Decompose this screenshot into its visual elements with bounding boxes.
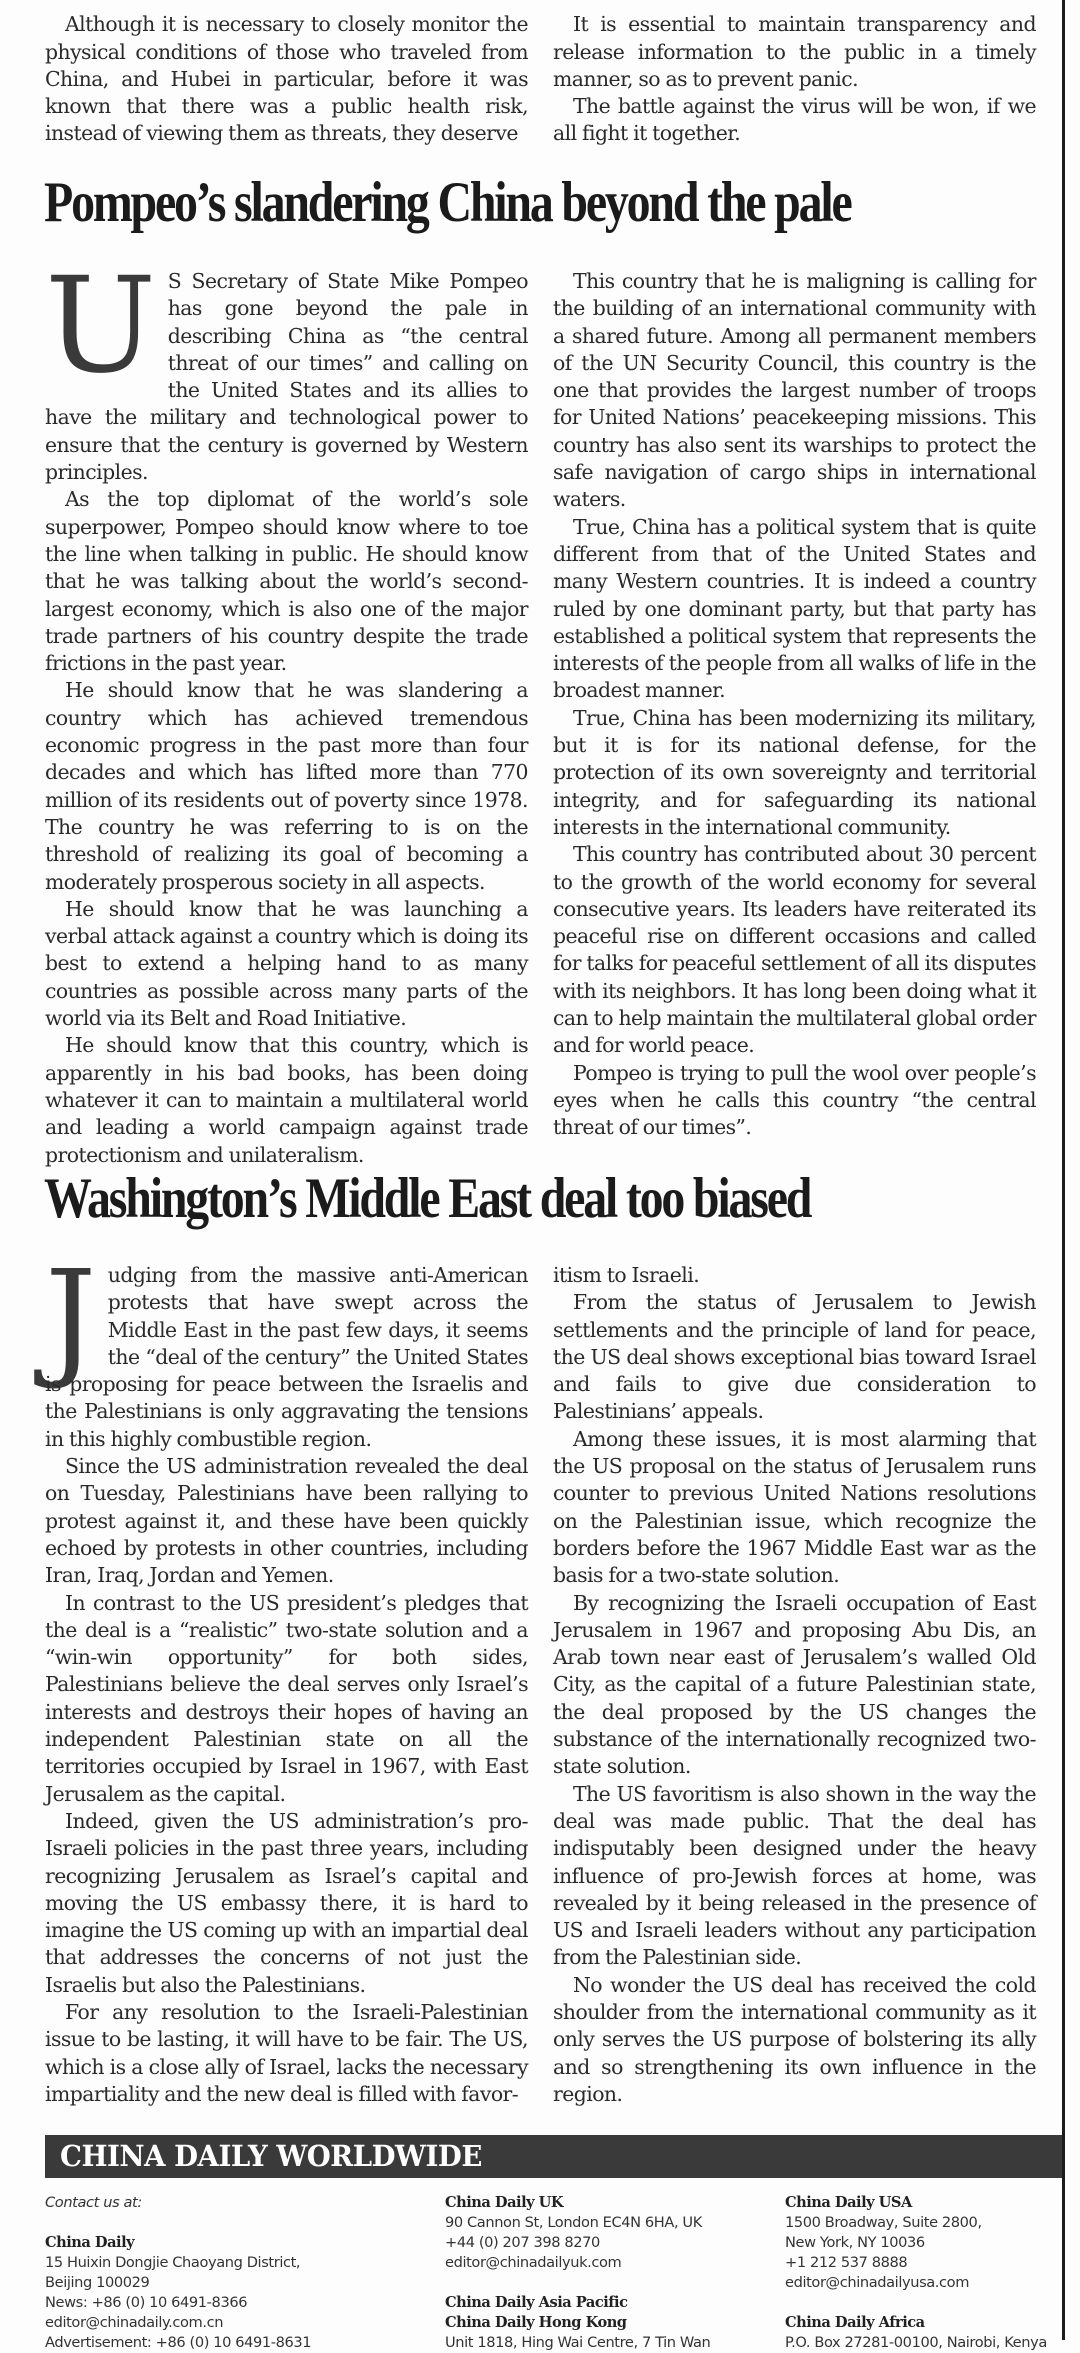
article-headline: Pompeo’s slandering China beyond the pale — [44, 171, 851, 234]
office-name: China Daily Africa — [785, 2314, 925, 2331]
drop-cap: J — [45, 1244, 96, 1393]
lead-paragraph: udging from the massive anti-American protests that have swept across the Middle East in the past few days, it seems the “deal of the century” the United States is proposing for peace between the Israelis and the Palestinians is only aggravating the tensions in this highly combustible region. — [45, 1263, 528, 1451]
office-name: China Daily Asia Pacific — [445, 2294, 628, 2311]
email-link[interactable]: editor@chinadailyusa.com — [785, 2274, 970, 2291]
address-line: 1500 Broadway, Suite 2800, — [785, 2214, 982, 2231]
paragraph: For any resolution to the Israeli-Palestinian issue to be lasting, it will have to be fair. The US, which is a close ally of Israel, lacks the necessary impartiality and the new deal is filled with favor- — [45, 2000, 528, 2106]
article-headline: Washington’s Middle East deal too biased — [44, 1167, 811, 1230]
address-line: Beijing 100029 — [45, 2274, 150, 2291]
paragraph: This country has contributed about 30 percent to the growth of the world economy for several consecutive years. Its leaders have reiterated its peaceful rise on different occasions and called for talks for peaceful settlement of all its disputes with its neighbors. It has long been doing what it can to help maintain the multilateral global order and for world peace. — [553, 842, 1036, 1058]
address-line: P.O. Box 27281-00100, Nairobi, Kenya — [785, 2334, 1047, 2351]
address-line: New York, NY 10036 — [785, 2234, 925, 2251]
banner-title: CHINA DAILY WORLDWIDE — [60, 2139, 482, 2173]
worldwide-banner — [45, 2135, 1062, 2178]
paragraph: As the top diplomat of the world’s sole superpower, Pompeo should know where to toe the line when talking in public. He should know that he was talking about the world’s second-largest economy, which is also one of the major trade partners of his country despite the trade frictions in the past year. — [45, 487, 528, 676]
paragraph: No wonder the US deal has received the cold shoulder from the international community as it only serves the US purpose of bolstering its ally and so strengthening its own influence in the region. — [553, 1972, 1036, 2106]
address-line: 15 Huixin Dongjie Chaoyang District, — [45, 2254, 301, 2271]
email-link[interactable]: editor@chinadaily.com.cn — [45, 2314, 224, 2331]
paragraph: Indeed, given the US administration’s pro-Israeli policies in the past three years, including recognizing Jerusalem as Israel’s capital and moving the US embassy there, it is hard to imagine the US coming up with an impartial deal that addresses the concerns of not just the Israelis but also the Palestinians. — [45, 1808, 528, 1997]
article2-right-column — [553, 1262, 1036, 2108]
contact-china-daily-usa — [785, 2193, 1047, 2353]
phone-line: News: +86 (0) 10 6491-8366 — [45, 2294, 248, 2311]
address-line: 90 Cannon St, London EC4N 6HA, UK — [445, 2214, 702, 2231]
paragraph: True, China has been modernizing its military, but it is for its national defense, for the protection of its own sovereignty and territorial integrity, and for safeguarding its national interests in the international community. — [553, 705, 1036, 839]
continued-paragraph: itism to Israeli. — [553, 1263, 700, 1287]
page-border-rule — [1062, 0, 1065, 2340]
prev-article-left-column — [45, 0, 528, 148]
paragraph: From the status of Jerusalem to Jewish settlements and the principle of land for peace, the US deal shows exceptional bias toward Israel and fails to give due consideration to Palestinians’ appeals. — [553, 1290, 1036, 1424]
office-name: China Daily USA — [785, 2194, 912, 2211]
phone-line: +1 212 537 8888 — [785, 2254, 908, 2271]
contact-china-daily-uk — [445, 2193, 710, 2353]
prev-article-right-column — [553, 0, 1036, 148]
paragraph: Among these issues, it is most alarming that the US proposal on the status of Jerusalem runs counter to previous United Nations resolutions on the Palestinian issue, which recognize the borders before the 1967 Middle East war as the basis for a two-state solution. — [553, 1426, 1036, 1588]
paragraph: Pompeo is trying to pull the wool over people’s eyes when he calls this country “the central threat of our times”. — [553, 1060, 1036, 1140]
paragraph: True, China has a political system that is quite different from that of the United States and many Western countries. It is indeed a country ruled by one dominant party, but that party has established a political system that represents the interests of the people from all walks of life in the broadest manner. — [553, 514, 1036, 703]
contact-china-daily — [45, 2193, 311, 2353]
article1-right-column — [553, 268, 1036, 1142]
paragraph: This country that he is maligning is calling for the building of an international community with a shared future. Among all permanent members of the UN Security Council, this country is the one that provides the largest number of troops for United Nations’ peacekeeping missions. This country has also sent its warships to protect the safe navigation of cargo ships in international waters. — [553, 269, 1036, 512]
address-line: Unit 1818, Hing Wai Centre, 7 Tin Wan — [445, 2334, 711, 2351]
paragraph: He should know that he was slandering a country which has achieved tremendous economic progress in the past more than four decades and which has lifted more than 770 million of its residents out of poverty since 1978. The country he was referring to is on the threshold of realizing its goal of becoming a moderately prosperous society in all aspects. — [45, 678, 528, 894]
article2-left-column — [45, 1244, 528, 2108]
drop-cap: U — [45, 249, 156, 403]
phone-line: +44 (0) 207 398 8270 — [445, 2234, 600, 2251]
paragraph: The US favoritism is also shown in the way the deal was made public. That the deal has indisputably been designed under the heavy influence of pro-Jewish forces at home, was revealed by it being released in the presence of US and Israeli leaders without any participation from the Palestinian side. — [553, 1781, 1036, 1970]
phone-line: Advertisement: +86 (0) 10 6491-8631 — [45, 2334, 312, 2351]
email-link[interactable]: editor@chinadailyuk.com — [445, 2254, 622, 2271]
article1-left-column — [45, 249, 528, 1169]
paragraph: By recognizing the Israeli occupation of East Jerusalem in 1967 and proposing Abu Dis, an Arab town near east of Jerusalem’s walled Old City, as the capital of a future Palestinian state, the deal proposed by the US changes the substance of the internationally recognized two-state solution. — [553, 1590, 1036, 1779]
paragraph: Since the US administration revealed the deal on Tuesday, Palestinians have been rallying to protest against it, and these have been quickly echoed by protests in other countries, including Iran, Iraq, Jordan and Yemen. — [45, 1454, 528, 1588]
paragraph: In contrast to the US president’s pledges that the deal is a “realistic” two-state solution and a “win-win opportunity” for both sides, Palestinians believe the deal serves only Israel’s interests and destroys their hopes of having an independent Palestinian state on all the territories occupied by Israel in 1967, with East Jerusalem as the capital. — [45, 1590, 528, 1806]
office-name: China Daily — [45, 2234, 135, 2251]
office-name: China Daily UK — [445, 2194, 564, 2211]
paragraph: He should know that he was launching a verbal attack against a country which is doing its best to extend a helping hand to as many countries as possible across many parts of the world via its Belt and Road Initiative. — [45, 896, 528, 1031]
office-name: China Daily Hong Kong — [445, 2314, 627, 2331]
contact-label: Contact us at: — [45, 2194, 142, 2211]
paragraph: The battle against the virus will be won, if we all fight it together. — [553, 94, 1036, 146]
lead-paragraph: S Secretary of State Mike Pompeo has gone beyond the pale in describing China as “the central threat of our times” and calling on the United States and its allies to have the military and technological power to ensure that the century is governed by Western principles. — [45, 269, 528, 485]
paragraph: He should know that this country, which is apparently in his bad books, has been doing whatever it can to maintain a multilateral world and leading a world campaign against trade protectionism and unilateralism. — [45, 1033, 528, 1167]
paragraph: Although it is necessary to closely monitor the physical conditions of those who traveled from China, and Hubei in particular, before it was known that there was a public health risk, instead of viewing them as threats, they deserve — [45, 12, 528, 146]
paragraph: It is essential to maintain transparency and release information to the public in a timely manner, so as to prevent panic. — [553, 12, 1036, 91]
